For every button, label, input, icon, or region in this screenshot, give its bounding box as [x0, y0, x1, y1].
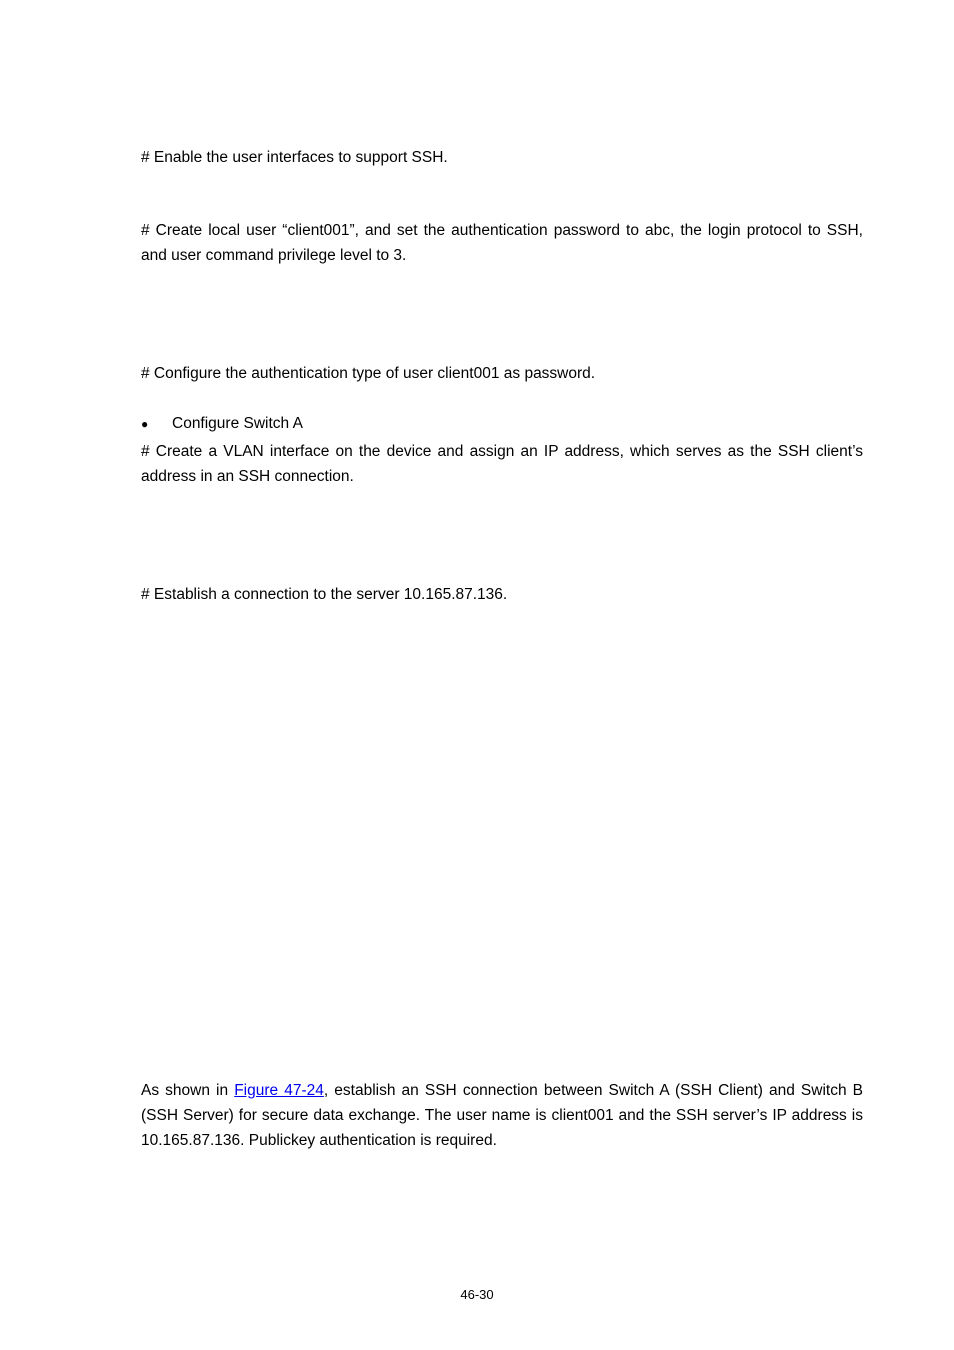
network-intro-suffix: , establish an SSH connection between Switch A (SSH Client) and Switch B (SSH Server) for secure data exchange. The user name is client001 and the SSH server’s IP address is 10.165.87.136. Publickey authentication is required. — [141, 1082, 864, 1149]
paragraph-vlan-interface: # Create a VLAN interface on the device and assign an IP address, which serves as the SSH client’s address in an SSH connection. — [141, 443, 863, 485]
paragraph-auth-type: # Configure the authentication type of user client001 as password. — [141, 365, 596, 382]
bullet-item-label: Configure Switch A — [172, 415, 303, 432]
paragraph-create-local-user: # Create local user “client001”, and set the authentication password to abc, the login protocol to SSH, and user command privilege level to 3. — [141, 222, 863, 264]
figure-47-24-link[interactable]: Figure 47-24 — [234, 1082, 324, 1099]
paragraph-network-requirements — [141, 1078, 863, 1153]
paragraph-enable-user-interfaces: # Enable the user interfaces to support SSH. — [141, 149, 448, 166]
paragraph-establish-connection: # Establish a connection to the server 10.165.87.136. — [141, 586, 508, 603]
bullet-dot-icon: ● — [141, 417, 149, 431]
page-number: 46-30 — [460, 1287, 494, 1302]
network-intro-prefix: As shown in — [141, 1082, 235, 1099]
bullet-item-configure-switch-a — [141, 411, 303, 437]
